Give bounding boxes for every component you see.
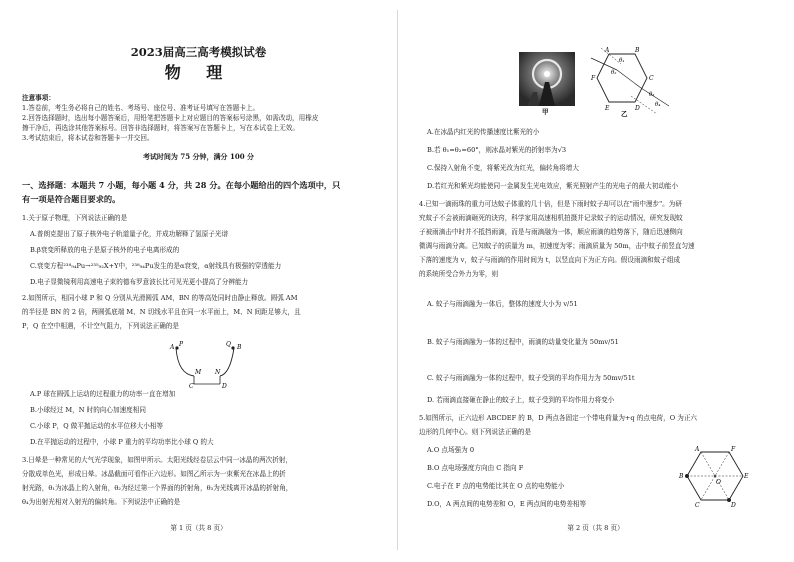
q3-stem-line-4: θ₄为出射光相对入射光的偏转角。下列说法中正确的是 — [22, 498, 181, 506]
q1-option-c: C.衰变方程²³⁸₉₄Pu→²³⁵₉₂X+Y中，²³⁸₉₄Pu发生的是α衰变，α射线具有极强的穿透能力 — [30, 262, 282, 270]
q5-option-c: C.电子在 F 点的电势能比其在 O 点的电势能小 — [427, 482, 565, 490]
q2-figure — [168, 340, 248, 388]
q5-hexagon-figure — [679, 446, 749, 509]
hex-yi-label-b: B — [635, 47, 640, 54]
q5-stem-line-2: 边形的几何中心。则下列说法正确的是 — [419, 428, 532, 436]
q5-label-d: D — [731, 502, 736, 509]
q5-label-f: F — [731, 446, 736, 453]
q5-option-b: B.O 点电场强度方向由 C 指向 F — [427, 464, 524, 472]
q5-label-e: E — [744, 473, 749, 480]
q5-label-b: B — [679, 473, 684, 480]
q2-label-c: C — [189, 383, 194, 390]
angle-label-theta2: θ₂ — [611, 70, 617, 76]
q3-fig-yi-label: 乙 — [621, 110, 628, 118]
exam-time-line: 考试时间为 75 分钟，满分 100 分 — [142, 152, 255, 161]
q5-option-d: D.O，A 两点间的电势差和 O，E 两点间的电势差相等 — [427, 500, 587, 508]
exam-title: 2023届高三高考模拟试卷 — [130, 45, 267, 59]
section-1-line-2: 有一项是符合题目要求的。 — [22, 194, 121, 204]
q5-label-c: C — [695, 502, 700, 509]
q4-option-d: D. 若雨滴直接砸在静止的蚊子上，蚊子受到的平均作用力将变小 — [427, 396, 615, 404]
section-1-line-1: 一、选择题：本题共 7 小题，每小题 4 分，共 28 分。在每小题给出的四个选项中，只 — [22, 180, 341, 190]
hex-yi-label-a: A — [605, 47, 610, 54]
subject-title: 物 理 — [164, 63, 233, 82]
q4-option-c: C. 蚊子与雨滴融为一体的过程中，蚊子受到的平均作用力为 50mv/51t — [427, 374, 635, 382]
page-2-footer: 第 2 页（共 8 页） — [567, 524, 624, 532]
q4-option-a: A. 蚊子与雨滴融为一体后，整体的速度大小为 v/51 — [427, 300, 578, 308]
q2-label-d: D — [222, 383, 227, 390]
q2-label-b: B — [237, 344, 242, 351]
q3-option-b: B.若 θ₁=θ₂=60°，则冰晶对紫光的折射率为√3 — [427, 146, 567, 154]
angle-label-theta4: θ₄ — [655, 102, 661, 108]
q3-stem-line-1: 3.日晕是一种常见的大气光学现象，如图甲所示。太阳光线经卷层云中同一冰晶的两次折射， — [22, 456, 293, 464]
notes-line-3: 擦干净后，再选涂其他答案标号。回答非选择题时，将答案写在答题卡上，写在本试卷上无效。 — [22, 124, 299, 132]
q3-option-d: D.若红光和紫光均能使同一金属发生光电效应，紫光照射产生的光电子的最大初动能小 — [427, 182, 679, 190]
q4-option-b: B. 蚊子与雨滴融为一体的过程中，雨滴的动量变化量为 50mv/51 — [427, 338, 619, 346]
q2-stem-line-3: P，Q 在空中相遇，不计空气阻力，下列说法正确的是 — [22, 322, 179, 330]
q3-fig-jia-label: 甲 — [542, 108, 549, 116]
q1-option-b: B.β衰变所释放的电子是原子核外的电子电离形成的 — [30, 246, 180, 254]
q3-hexagon-figure — [591, 44, 671, 118]
notes-line-4: 3.考试结束后，将本试卷和答题卡一并交回。 — [22, 134, 154, 142]
q5-option-a: A.O 点场强为 0 — [427, 446, 475, 454]
page-2 — [397, 0, 794, 562]
q4-stem-line-5: 下落的速度为 v，蚊子与雨滴的作用时间为 t，以竖直向下为正方向。假设雨滴和蚊子组成 — [419, 256, 681, 264]
q5-stem-line-1: 5.如图所示，正六边形 ABCDEF 的 B，D 两点各固定一个带电荷量为+q 的点电荷，O 为正六 — [419, 414, 698, 422]
q3-option-a: A.在冰晶内红光的传播速度比紫光的小 — [427, 128, 540, 136]
q4-stem-line-6: 的系统所受合外力为零，则 — [419, 270, 499, 278]
q2-stem-line-1: 2.如图所示，相同小球 P 和 Q 分别从光滑圆弧 AM，BN 的等高处同时由静止释放。圆弧 AM — [22, 294, 298, 302]
q1-option-d: D.电子显微镜利用高速电子束的德布罗意波长比可见光更小提高了分辨能力 — [30, 278, 249, 286]
page-1-footer: 第 1 页（共 8 页） — [170, 524, 227, 532]
q2-option-d: D.在平抛运动的过程中，小球 P 重力的平均功率比小球 Q 的大 — [30, 438, 214, 446]
angle-label-theta3: θ₃ — [649, 92, 655, 98]
q2-label-m: M — [195, 369, 202, 376]
hex-yi-label-c: C — [649, 75, 654, 82]
q4-stem-line-1: 4.已知一滴雨珠的重力可达蚊子体重的几十倍，但是下雨时蚊子却可以在"雨中漫步"。为研 — [419, 200, 682, 208]
angle-label-theta1: θ₁ — [619, 58, 625, 64]
q2-label-q: Q — [226, 341, 231, 348]
q2-label-p: P — [179, 341, 184, 348]
q1-stem: 1.关于原子物理，下列说法正确的是 — [22, 214, 128, 222]
q5-label-a: A — [695, 446, 700, 453]
q1-option-a: A.普朗克提出了原子核外电子轨道量子化，并成功解释了氢原子光谱 — [30, 230, 229, 238]
q2-label-a: A — [170, 344, 175, 351]
hex-yi-label-d: D — [635, 105, 640, 112]
q3-stem-line-3: 射光路，θ₁为冰晶上的入射角，θ₂为经过第一个界面的折射角，θ₃为光线离开冰晶的折射角， — [22, 484, 293, 492]
q4-stem-line-3: 子被雨滴击中时并不抵挡雨滴，而是与雨滴融为一体，顺应雨滴的趋势落下，随后迅速侧向 — [419, 228, 683, 236]
q4-stem-line-4: 微调与雨滴分离。已知蚊子的质量为 m，初速度为零；雨滴质量为 50m，击中蚊子前竖直匀速 — [419, 242, 695, 250]
q5-label-o: O — [716, 479, 721, 486]
notes-line-1: 1.答卷前，考生务必将自己的姓名、考场号、座位号、准考证号填写在答题卡上。 — [22, 104, 260, 112]
q2-option-b: B.小球经过 M，N 时的向心加速度相同 — [30, 406, 146, 414]
q2-label-n: N — [215, 369, 221, 376]
q2-option-c: C.小球 P，Q 做平抛运动的水平位移大小相等 — [30, 422, 164, 430]
q3-stem-line-2: 分散成单色光，形成日晕。冰晶截面可看作正六边形。如图乙所示为一束紫光在冰晶上的折 — [22, 470, 286, 478]
hex-yi-label-f: F — [591, 75, 596, 82]
q3-option-c: C.保持入射角不变，将紫光改为红光，偏转角将增大 — [427, 164, 579, 172]
q2-stem-line-2: 的半径是 BN 的 2 倍，两圆弧底端 M、N 切线水平且在同一水平面上，M、N 间距足够大，且 — [22, 308, 301, 316]
hex-yi-label-e: E — [605, 105, 610, 112]
q2-option-a: A.P 球在圆弧上运动的过程重力的功率一直在增加 — [30, 390, 176, 398]
notes-heading: 注意事项： — [22, 94, 55, 102]
q3-halo-photo — [519, 52, 575, 106]
notes-line-2: 2.回答选择题时，选出每小题答案后，用铅笔把答题卡上对应题目的答案标号涂黑，如需改动，用橡皮 — [22, 114, 319, 122]
q4-stem-line-2: 究蚊子不会被雨滴砸死的诀窍，科学家用高速相机拍摄并记录蚊子的运动情况，研究发现蚊 — [419, 214, 683, 222]
